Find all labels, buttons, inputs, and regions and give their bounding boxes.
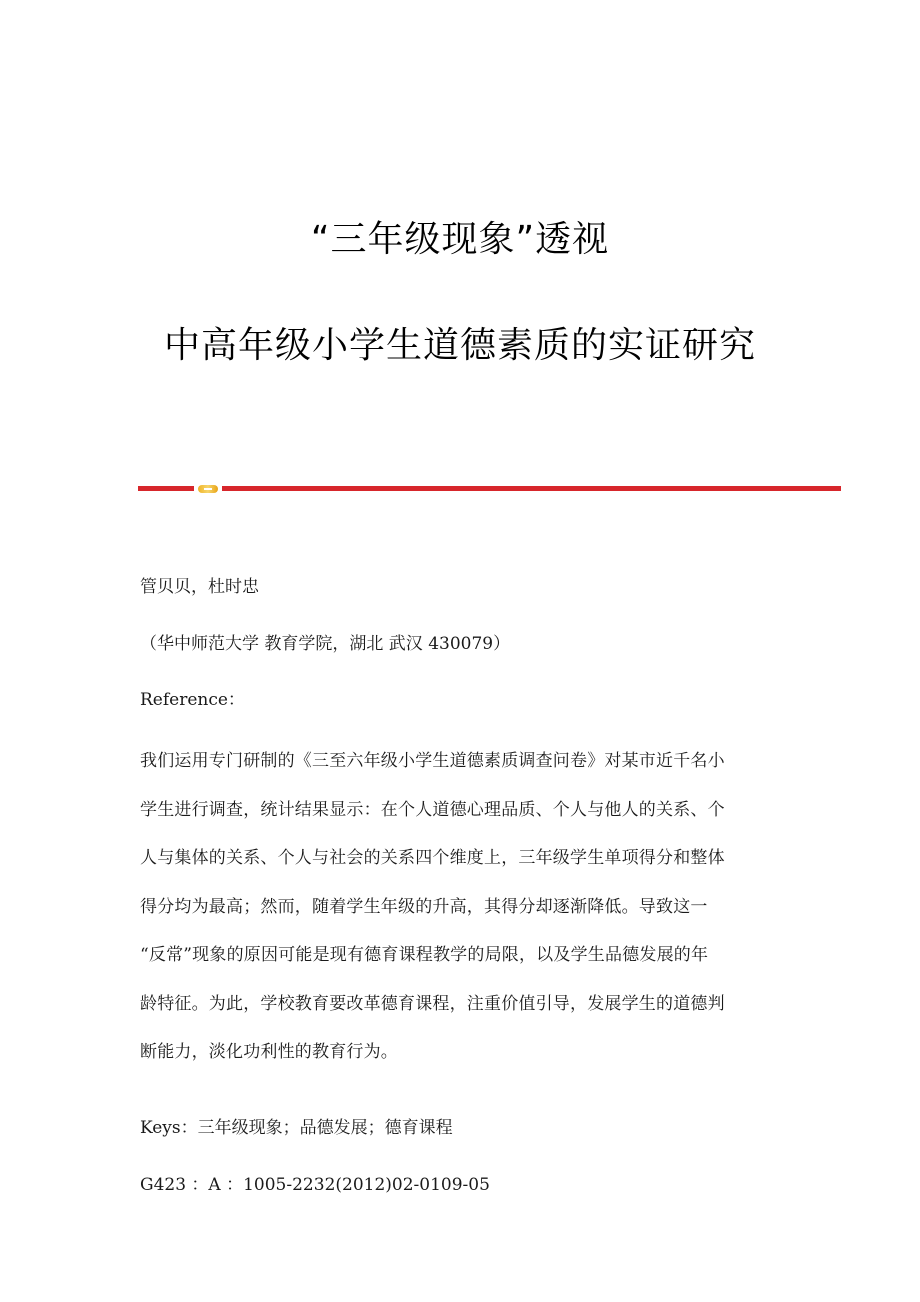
abstract-line: 学生进行调查，统计结果显示：在个人道德心理品质、个人与他人的关系、个 (140, 799, 725, 820)
abstract-line: “反常”现象的原因可能是现有德育课程教学的局限，以及学生品德发展的年 (140, 945, 709, 965)
title-line-2: 中高年级小学生道德素质的实证研究 (163, 325, 756, 366)
abstract-line: 我们运用专门研制的《三至六年级小学生道德素质调查问卷》对某市近千名小 (140, 751, 725, 771)
divider-ornament-icon (198, 485, 218, 493)
divider-bar-right (222, 486, 841, 491)
abstract-line: 人与集体的关系、个人与社会的关系四个维度上，三年级学生单项得分和整体 (140, 848, 725, 868)
abstract-line: 得分均为最高；然而，随着学生年级的升高，其得分却逐渐降低。导致这一 (140, 896, 708, 917)
abstract-line: 龄特征。为此，学校教育要改革德育课程，注重价值引导，发展学生的道德判 (140, 993, 725, 1014)
classification-codes: G423 ：A ：1005-2232(2012)02-0109-05 (140, 1175, 490, 1195)
keywords: Keys：三年级现象；品德发展；德育课程 (140, 1118, 453, 1138)
affiliation: （华中师范大学 教育学院，湖北 武汉 430079） (140, 634, 511, 654)
abstract-line: 断能力，淡化功利性的教育行为。 (140, 1042, 398, 1062)
title-divider (138, 485, 841, 493)
authors: 管贝贝，杜时忠 (140, 577, 259, 597)
abstract (140, 737, 772, 1077)
divider-bar-left (138, 486, 194, 491)
reference-label: Reference： (140, 690, 245, 710)
title-line-1: “三年级现象”透视 (310, 219, 610, 260)
